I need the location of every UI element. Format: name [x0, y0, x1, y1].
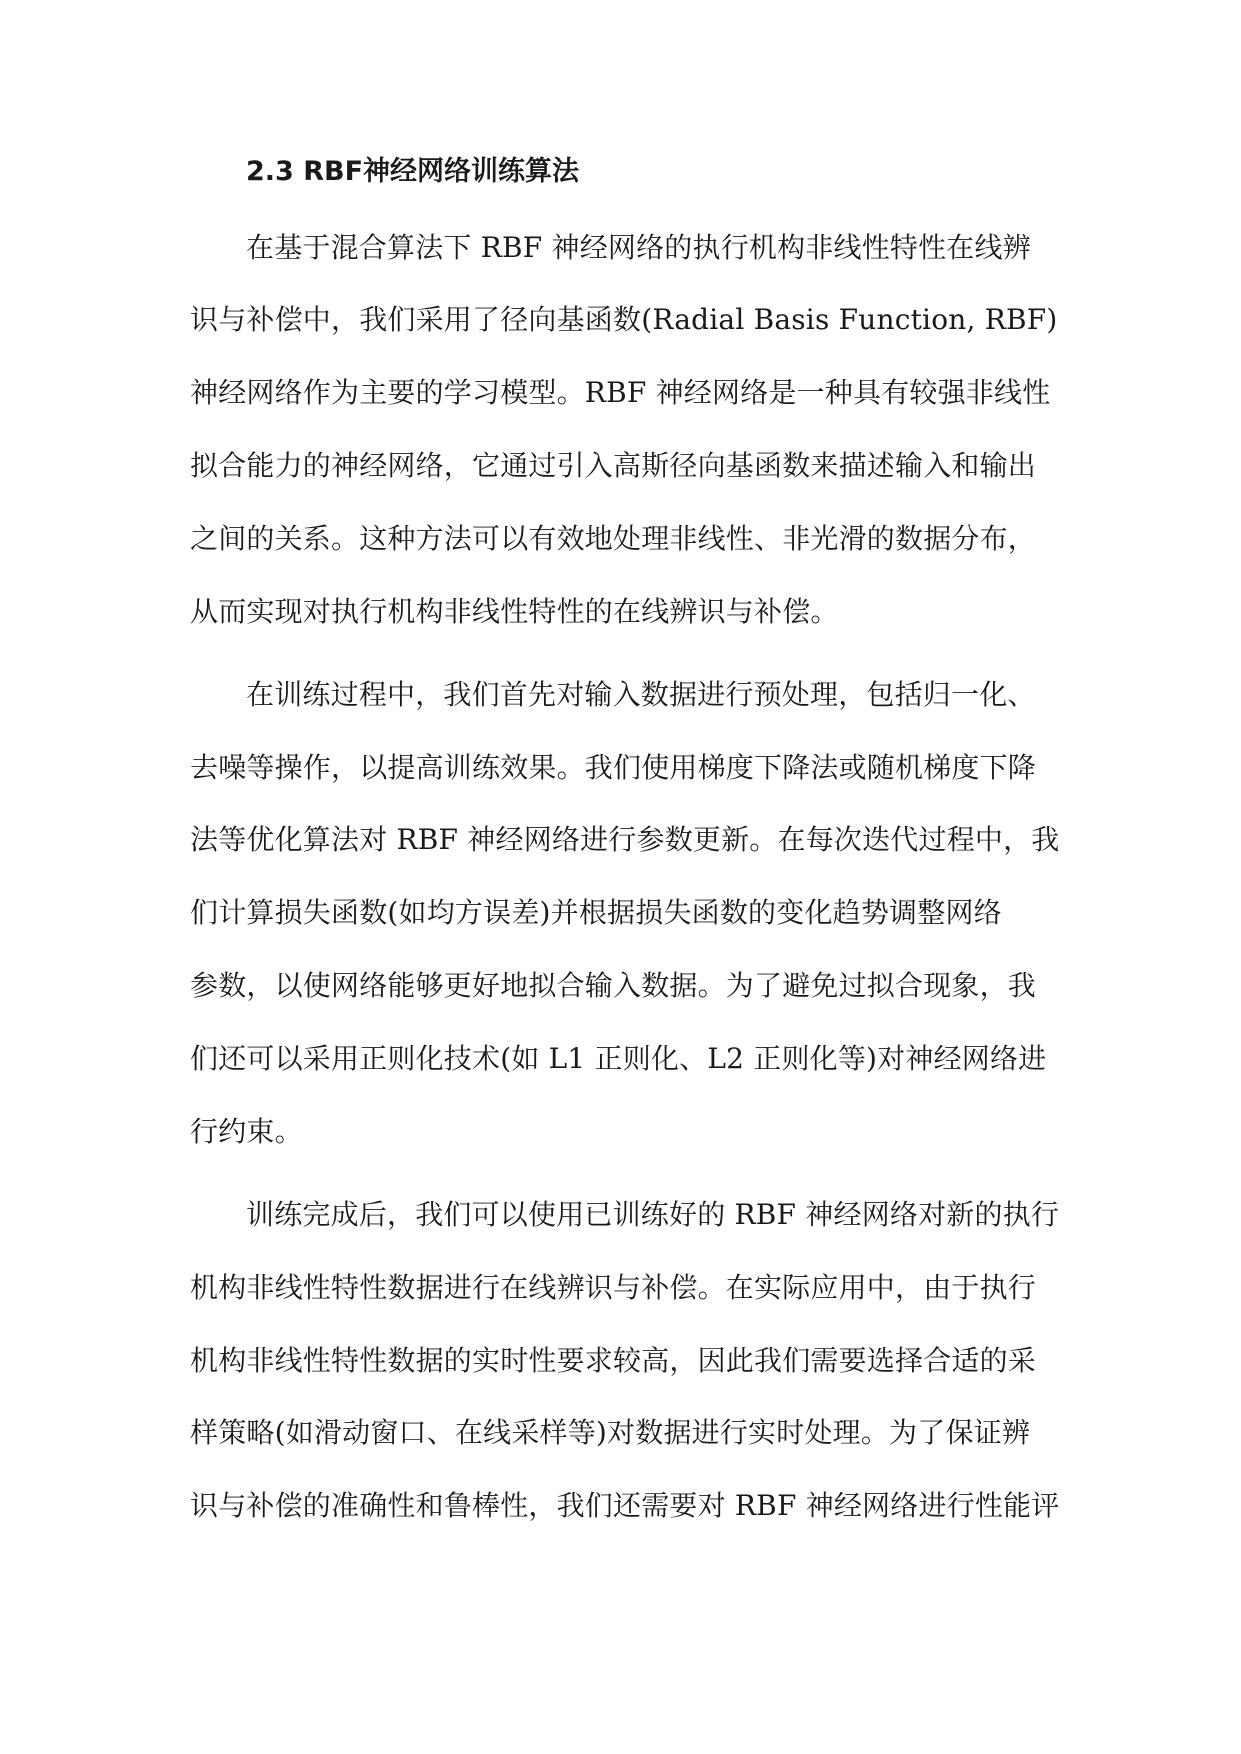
- paragraph-1-line-2: 识与补偿中，我们采用了径向基函数(Radial Basis Function, RBF): [190, 303, 1058, 336]
- paragraph-2-line-2: 去噪等操作，以提高训练效果。我们使用梯度下降法或随机梯度下降: [190, 751, 1037, 784]
- paragraph-1-line-5: 之间的关系。这种方法可以有效地处理非线性、非光滑的数据分布，: [190, 522, 1037, 555]
- paragraph-2-line-1: 在训练过程中，我们首先对输入数据进行预处理，包括归一化、: [246, 678, 1036, 711]
- paragraph-3-line-1: 训练完成后，我们可以使用已训练好的 RBF 神经网络对新的执行: [246, 1198, 1060, 1231]
- paragraph-1-line-1: 在基于混合算法下 RBF 神经网络的执行机构非线性特性在线辨: [246, 231, 1031, 264]
- paragraph-2-line-6: 们还可以采用正则化技术(如 L1 正则化、L2 正则化等)对神经网络进: [190, 1042, 1047, 1075]
- paragraph-3-line-3: 机构非线性特性数据的实时性要求较高，因此我们需要选择合适的采: [190, 1344, 1037, 1377]
- paragraph-3-line-2: 机构非线性特性数据进行在线辨识与补偿。在实际应用中，由于执行: [190, 1271, 1037, 1304]
- paragraph-2-line-7: 行约束。: [190, 1115, 303, 1148]
- section-heading: 2.3 RBF神经网络训练算法: [246, 156, 580, 187]
- paragraph-1-line-6: 从而实现对执行机构非线性特性的在线辨识与补偿。: [190, 595, 839, 628]
- paragraph-2-line-5: 参数，以使网络能够更好地拟合输入数据。为了避免过拟合现象，我: [190, 969, 1037, 1002]
- paragraph-1-line-4: 拟合能力的神经网络，它通过引入高斯径向基函数来描述输入和输出: [190, 449, 1037, 482]
- paragraph-2-line-4: 们计算损失函数(如均方误差)并根据损失函数的变化趋势调整网络: [190, 896, 1002, 929]
- paragraph-2-line-3: 法等优化算法对 RBF 神经网络进行参数更新。在每次迭代过程中，我: [190, 823, 1060, 856]
- paragraph-3-line-4: 样策略(如滑动窗口、在线采样等)对数据进行实时处理。为了保证辨: [190, 1416, 1031, 1449]
- paragraph-3-line-5: 识与补偿的准确性和鲁棒性，我们还需要对 RBF 神经网络进行性能评: [190, 1489, 1060, 1522]
- paragraph-1-line-3: 神经网络作为主要的学习模型。RBF 神经网络是一种具有较强非线性: [190, 376, 1051, 409]
